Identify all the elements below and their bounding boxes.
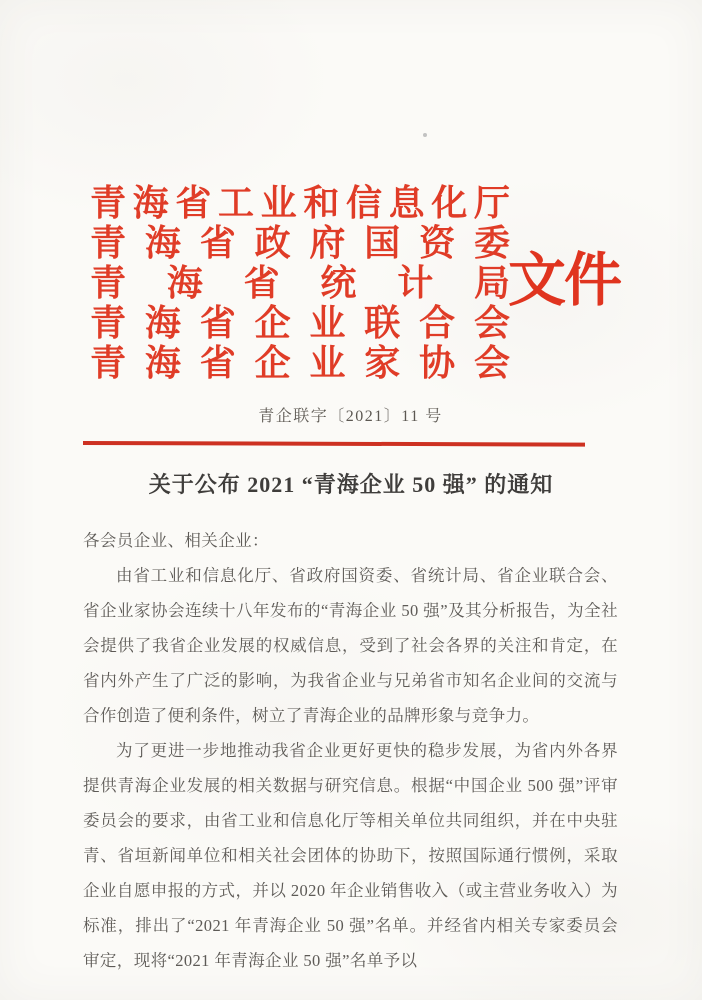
salutation-line: 各会员企业、相关企业： <box>83 531 269 550</box>
letterhead-agency-line: 青海省企业家协会 <box>90 343 510 383</box>
letterhead-agency-line: 青海省企业联合会 <box>90 303 510 343</box>
letterhead-agency-line: 青海省工业和信息化厅 <box>90 183 510 223</box>
scan-speck-artifact <box>423 133 427 137</box>
letterhead-agency-line: 青海省政府国资委 <box>90 223 510 263</box>
letterhead-document-word: 文件 <box>508 248 621 313</box>
letterhead-agency-block <box>90 183 510 383</box>
body-paragraph: 为了更进一步地推动我省企业更好更快的稳步发展，为省内外各界提供青海企业发展的相关数据与研究信息。根据“中国企业 500 强”评审委员会的要求，由省工业和信息化厅等相关单位共同组织，并在中央驻青、省垣新闻单位和相关社会团体的协助下，按照国际通行惯例，采取企业自愿申报的方式，并以 2020 年企业销售收入（或主营业务收入）为标准，排出了“2021 年青海企业 50 强”名单。并经省内相关专家委员会审定，现将“2021 年青海企业 50 强”名单予以 <box>83 741 618 970</box>
letterhead-agency-line: 青海省统计局 <box>90 263 510 303</box>
letterhead-divider-rule <box>83 441 585 447</box>
document-body <box>83 523 618 978</box>
body-paragraph: 由省工业和信息化厅、省政府国资委、省统计局、省企业联合会、省企业家协会连续十八年发布的“青海企业 50 强”及其分析报告，为全社会提供了我省企业发展的权威信息，受到了社会各界的关注和肯定，在省内外产生了广泛的影响，为我省企业与兄弟省市知名企业间的交流与合作创造了便利条件，树立了青海企业的品牌形象与竞争力。 <box>83 566 618 725</box>
document-reference-number: 青企联字〔2021〕11 号 <box>258 408 443 425</box>
page-title: 关于公布 2021 “青海企业 50 强” 的通知 <box>148 472 554 497</box>
